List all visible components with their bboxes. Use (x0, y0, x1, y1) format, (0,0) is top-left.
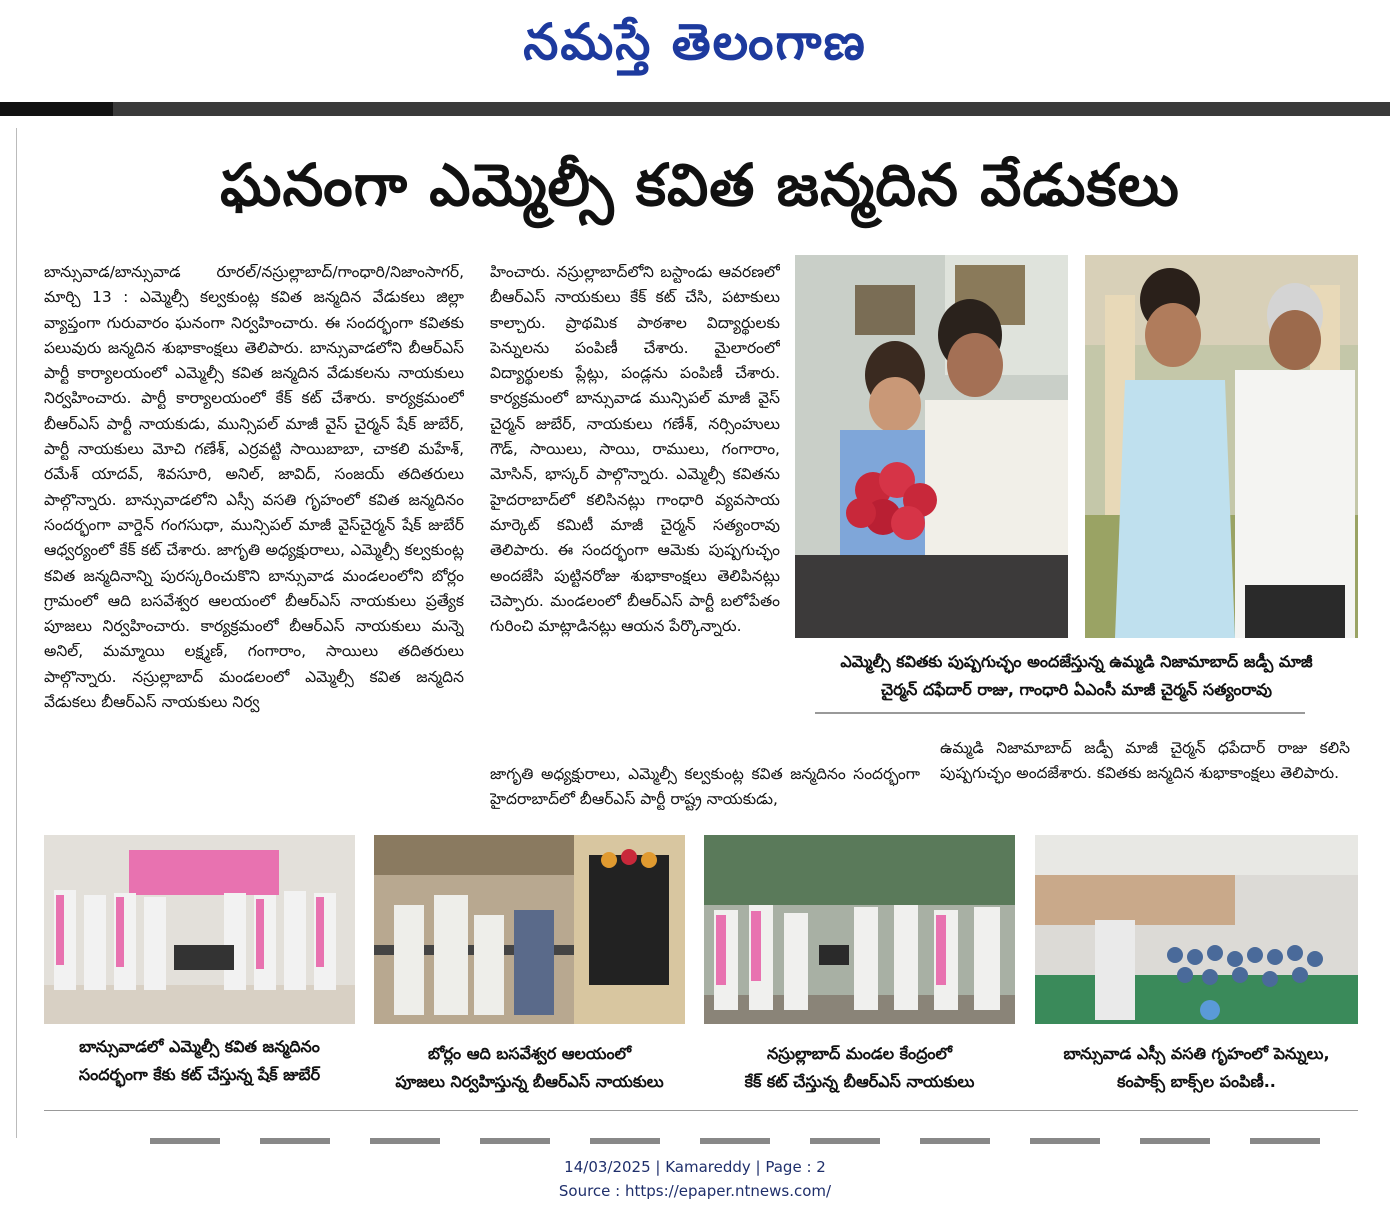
photo-bouquet-presentation (795, 255, 1068, 638)
cut-off-next-headline (150, 1138, 1350, 1144)
photo-hostel-distribution (1035, 835, 1358, 1024)
headline: ఘనంగా ఎమ్మెల్సీ కవిత జన్మదిన వేడుకలు (220, 151, 1180, 219)
masthead-rule (0, 102, 1390, 116)
rule-accent (0, 102, 113, 116)
photo-cake-cutting-banswada (44, 835, 355, 1024)
caption-rule (815, 712, 1305, 714)
caption-3 (704, 1040, 1015, 1096)
photo-cake-illustration (44, 835, 355, 1024)
photo-hostel-illustration (1035, 835, 1358, 1024)
caption-1 (44, 1033, 355, 1089)
photo-standing-illustration (1085, 255, 1358, 638)
caption-1-line-2: సందర్భంగా కేకు కట్ చేస్తున్న షేక్ జుబేర్ (78, 1065, 321, 1084)
caption-1-line-1: బాన్సువాడలో ఎమ్మెల్సీ కవిత జన్మదినం (79, 1037, 320, 1056)
caption-2-line-2: పూజలు నిర్వహిస్తున్న బీఆర్ఎస్ నాయకులు (395, 1072, 664, 1091)
article-column-2: హించారు. నస్రుల్లాబాద్‌లోని బస్టాండు ఆవరణలో బీఆర్ఎస్ నాయకులు కేక్ కట్ చేసి, పటాకులు కాల్చారు. ప్రాథమిక పాఠశాల విద్యార్థులకు పెన్నులను పంపిణీ చేశారు. మైలారంలో విద్యార్థులకు ప్లేట్లు, పండ్లను పంపిణీ చేశారు. కార్యక్రమంలో బాన్సువాడ మున్సిపల్ మాజీ వైస్ చైర్మన్ జుబేర్, నాయకులు గణేశ్, నర్సింహులు గౌడ్, సాయిలు, సాయి, రాములు, గంగారాం, మోసిన్, భాస్కర్ పాల్గొన్నారు. ఎమ్మెల్సీ కవితను హైదరాబాద్‌లో కలిసినట్లు గాంధారి వ్యవసాయ మార్కెట్ కమిటీ మాజీ చైర్మన్ సత్యంరావు తెలిపారు. ఈ సందర్భంగా ఆమెకు పుష్పగుచ్ఛం అందజేసి పుట్టినరోజు శుభాకాంక్షలు తెలిపినట్లు చెప్పారు. మండలంలో బీఆర్ఎస్ పార్టీ బలోపేతం గురించి మాట్లాడినట్లు ఆయన పేర్కొన్నారు. (490, 263, 780, 636)
caption-3-line-1: నస్రుల్లాబాద్ మండల కేంద్రంలో (767, 1044, 952, 1063)
photo-group-standing (1085, 255, 1358, 638)
top-caption-line-2: చైర్మన్ దఫేదార్ రాజు, గాంధారి ఏఎంసీ మాజీ చైర్మన్ సత్యంరావు (880, 680, 1273, 699)
caption-4-line-2: కంపాక్స్ బాక్స్‌ల పంపిణీ.. (1117, 1072, 1276, 1091)
masthead (0, 0, 1390, 100)
photo-temple-illustration (374, 835, 685, 1024)
caption-2 (374, 1040, 685, 1096)
article-column-2-continued: జాగృతి అధ్యక్షురాలు, ఎమ్మెల్సీ కల్వకుంట్ల కవిత జన్మదినం సందర్భంగా హైదరాబాద్‌లో బీఆర్ఎస్ పార్టీ రాష్ట్ర నాయకుడు, (490, 765, 920, 809)
footer-source-link[interactable]: Source : https://epaper.ntnews.com/ (558, 1182, 832, 1200)
photo-nasrullabad-illustration (704, 835, 1015, 1024)
top-caption-line-1: ఎమ్మెల్సీ కవితకు పుష్పగుచ్ఛం అందజేస్తున్న ఉమ్మడి నిజామాబాద్ జడ్పీ మాజీ (840, 652, 1313, 671)
photo-bouquet-illustration (795, 255, 1068, 638)
footer-date-page: 14/03/2025 | Kamareddy | Page : 2 (564, 1158, 826, 1176)
article-column-1: బాన్సువాడ/బాన్సువాడ రూరల్/నస్రుల్లాబాద్/గాంధారి/నిజాంసాగర్, మార్చి 13 : ఎమ్మెల్సీ కల్వకుంట్ల కవిత జన్మదిన వేడుకలు జిల్లా వ్యాప్తంగా గురువారం ఘనంగా నిర్వహించారు. ఈ సందర్భంగా కవితకు పలువురు జన్మదిన శుభాకాంక్షలు తెలిపారు. బాన్సువాడలోని బీఆర్ఎస్ పార్టీ కార్యాలయంలో ఎమ్మెల్సీ కవిత జన్మదిన వేడుకలను నాయకులు నిర్వహించారు. పార్టీ కార్యాలయంలో కేక్ కట్ చేశారు. కార్యక్రమంలో బీఆర్ఎస్ పార్టీ నాయకుడు, మున్సిపల్ మాజీ వైస్ చైర్మన్ షేక్ జుబేర్, పార్టీ నాయకులు మోచి గణేశ్, ఎర్రవట్టి సాయిబాబా, చాకలి మహేశ్, రమేశ్ యాదవ్, శివసూరి, అనిల్, జావిద్, సంజయ్ తదితరులు పాల్గొన్నారు. బాన్సువాడలోని ఎస్సీ వసతి గృహంలో కవిత జన్మదినం సందర్భంగా వార్డెన్ గంగసుధా, మున్సిపల్ మాజీ వైస్‌చైర్మన్ షేక్ జుబేర్ ఆధ్వర్యంలో కేక్ కట్ చేశారు. జాగృతి అధ్యక్షురాలు, ఎమ్మెల్సీ కల్వకుంట్ల కవిత జన్మదినాన్ని పురస్కరించుకొని బాన్సువాడ మండలంలోని బోర్లం గ్రామంలో ఆది బసవేశ్వర ఆలయంలో బీఆర్ఎస్ నాయకులు ప్రత్యేక పూజలు నిర్వహించారు. కార్యక్రమంలో బీఆర్ఎస్ నాయకులు మన్నె అనిల్, మమ్మాయి లక్ష్మణ్, గంగారాం, సాయిలు తదితరులు పాల్గొన్నారు. నస్రుల్లాబాద్ మండలంలో ఎమ్మెల్సీ కవిత జన్మదిన వేడుకలు బీఆర్ఎస్ నాయకులు నిర్వ (44, 263, 464, 712)
bottom-rule (44, 1110, 1358, 1111)
photo-nasrullabad-cake (704, 835, 1015, 1024)
caption-2-line-1: బోర్లం ఆది బసవేశ్వర ఆలయంలో (427, 1044, 632, 1063)
footer (0, 1155, 1390, 1203)
caption-4-line-1: బాన్సువాడ ఎస్సీ వసతి గృహంలో పెన్నులు, (1063, 1044, 1330, 1063)
photo-temple-puja (374, 835, 685, 1024)
caption-4 (1035, 1040, 1358, 1096)
top-photo-caption (795, 648, 1358, 704)
newspaper-logo: నమస్తే తెలంగాణ (523, 12, 867, 71)
article-column-3: ఉమ్మడి నిజామాబాద్ జడ్పీ మాజీ చైర్మన్ ధపేదార్ రాజు కలిసి పుష్పగుచ్ఛం అందజేశారు. కవితకు జన్మదిన శుభాకాంక్షలు తెలిపారు. (940, 739, 1350, 783)
caption-3-line-2: కేక్ కట్ చేస్తున్న బీఆర్ఎస్ నాయకులు (744, 1072, 975, 1091)
